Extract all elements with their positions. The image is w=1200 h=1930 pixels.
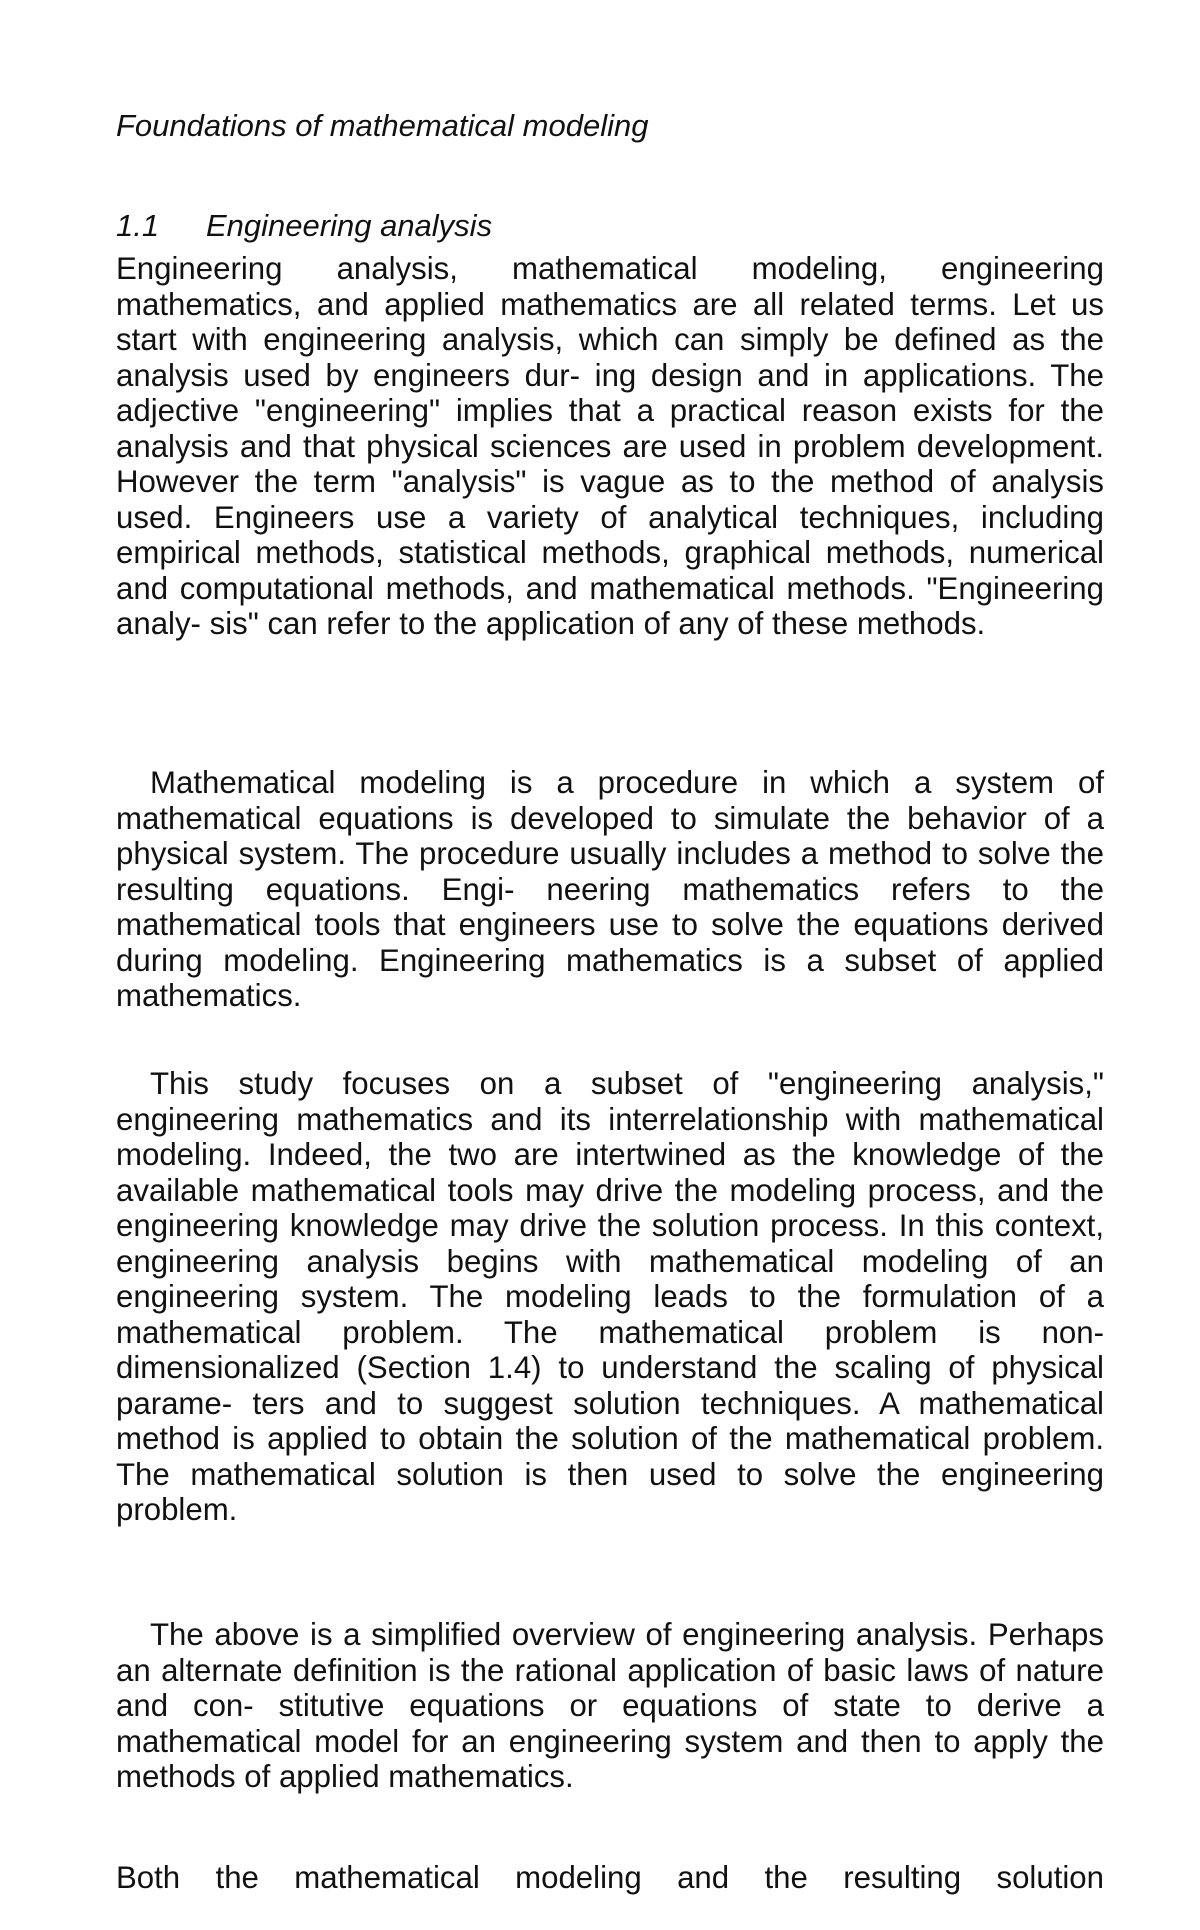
running-header: Foundations of mathematical modeling (116, 108, 649, 143)
paragraph-study-focus: This study focuses on a subset of "engineering analysis," engineering mathematics and its interrelationship with mathematical modeling. Indeed, the two are intertwined as the knowledge of the available mathematical tools may drive the modeling process, and the engineering knowledge may drive the solution process. In this context, engineering analysis begins with mathematical modeling of an engineering system. The modeling leads to the formulation of a mathematical problem. The mathematical problem is non- dimensionalized (Section 1.4) to understand the scaling of physical parame- ters and to suggest solution techniques. A mathematical method is applied to obtain the solution of the mathematical problem. The mathematical solution is then used to solve the engineering problem. (116, 1066, 1104, 1527)
section-heading (116, 206, 492, 246)
section-number: 1.1 (116, 208, 160, 243)
section-title: Engineering analysis (206, 208, 493, 243)
paragraph-mathematical-modeling: Mathematical modeling is a procedure in which a system of mathematical equations is developed to simulate the behavior of a physical system. The procedure usually includes a method to solve the resulting equations. Engi- neering mathematics refers to the mathematical tools that engineers use to solve the equations derived during modeling. Engineering mathematics is a subset of applied mathematics. (116, 765, 1104, 1013)
paragraph-overview: The above is a simplified overview of engineering analysis. Perhaps an alternate definition is the rational application of basic laws of nature and con- stitutive equations or equations of state to derive a mathematical model for an engineering system and then to apply the methods of applied mathematics. (116, 1617, 1104, 1794)
paragraph-engineering-analysis: Engineering analysis, mathematical modeling, engineering mathematics, and applied mathematics are all related terms. Let us start with engineering analysis, which can simply be defined as the analysis used by engineers dur- ing design and in applications. The adjective "engineering" implies that a practical reason exists for the analysis and that physical sciences are used in problem development. However the term "analysis" is vague as to the method of analysis used. Engineers use a variety of analytical techniques, including empirical methods, statistical methods, graphical methods, numerical and computational methods, and mathematical methods. "Engineering analy- sis" can refer to the application of any of these methods. (116, 251, 1104, 641)
paragraph-continued: Both the mathematical modeling and the resulting solution (116, 1860, 1104, 1895)
